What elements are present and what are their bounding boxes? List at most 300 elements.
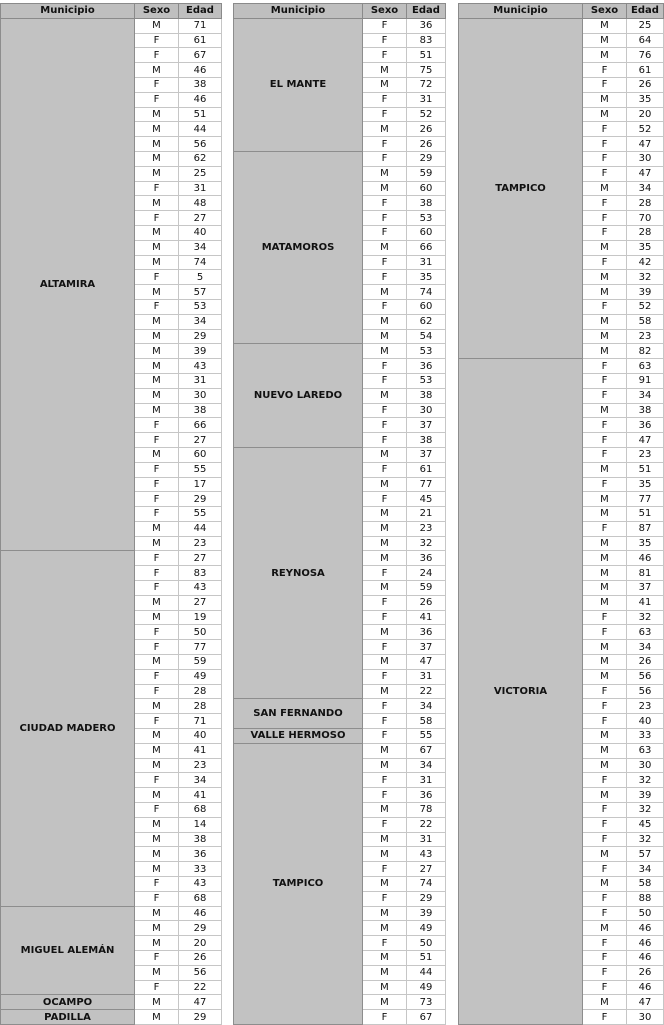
sexo-cell: F <box>135 211 179 226</box>
sexo-cell: F <box>135 507 179 522</box>
edad-cell: 82 <box>627 344 664 359</box>
sexo-cell: M <box>363 388 407 403</box>
sexo-cell: F <box>363 151 407 166</box>
edad-cell: 64 <box>627 33 664 48</box>
edad-cell: 25 <box>627 18 664 33</box>
header-municipio: Municipio <box>1 4 135 19</box>
edad-cell: 29 <box>407 151 446 166</box>
edad-cell: 45 <box>627 817 664 832</box>
sexo-cell: F <box>363 403 407 418</box>
sexo-cell: F <box>363 107 407 122</box>
sexo-cell: M <box>583 595 627 610</box>
edad-cell: 38 <box>627 403 664 418</box>
edad-cell: 5 <box>179 270 222 285</box>
sexo-cell: M <box>363 285 407 300</box>
edad-cell: 60 <box>179 447 222 462</box>
sexo-cell: F <box>135 566 179 581</box>
sexo-cell: F <box>135 48 179 63</box>
sexo-cell: F <box>135 92 179 107</box>
sexo-cell: M <box>363 329 407 344</box>
edad-cell: 37 <box>407 418 446 433</box>
municipio-cell: VALLE HERMOSO <box>234 729 363 744</box>
edad-cell: 34 <box>627 862 664 877</box>
edad-cell: 35 <box>627 536 664 551</box>
edad-cell: 32 <box>627 610 664 625</box>
edad-cell: 60 <box>407 225 446 240</box>
edad-cell: 41 <box>407 610 446 625</box>
sexo-cell: M <box>135 758 179 773</box>
sexo-cell: F <box>363 211 407 226</box>
sexo-cell: F <box>363 936 407 951</box>
sexo-cell: M <box>363 951 407 966</box>
sexo-cell: F <box>135 891 179 906</box>
edad-cell: 43 <box>179 359 222 374</box>
sexo-cell: F <box>583 951 627 966</box>
edad-cell: 44 <box>407 965 446 980</box>
sexo-cell: F <box>135 462 179 477</box>
sexo-cell: F <box>363 1010 407 1025</box>
sexo-cell: F <box>583 773 627 788</box>
municipio-cell: VICTORIA <box>459 359 583 1025</box>
sexo-cell: F <box>583 936 627 951</box>
edad-cell: 47 <box>627 995 664 1010</box>
edad-cell: 36 <box>407 625 446 640</box>
sexo-cell: M <box>135 743 179 758</box>
edad-cell: 29 <box>179 329 222 344</box>
edad-cell: 55 <box>179 507 222 522</box>
edad-cell: 27 <box>179 595 222 610</box>
sexo-cell: M <box>135 729 179 744</box>
sexo-cell: F <box>363 33 407 48</box>
edad-cell: 20 <box>179 936 222 951</box>
edad-cell: 35 <box>627 477 664 492</box>
edad-cell: 31 <box>407 773 446 788</box>
sexo-cell: F <box>363 137 407 152</box>
edad-cell: 28 <box>627 225 664 240</box>
edad-cell: 31 <box>179 373 222 388</box>
sexo-cell: M <box>583 581 627 596</box>
sexo-cell: F <box>583 980 627 995</box>
edad-cell: 26 <box>627 77 664 92</box>
edad-cell: 40 <box>627 714 664 729</box>
edad-cell: 34 <box>407 699 446 714</box>
sexo-cell: F <box>363 196 407 211</box>
sexo-cell: F <box>363 373 407 388</box>
sexo-cell: M <box>135 196 179 211</box>
table-row <box>1 906 222 921</box>
edad-cell: 27 <box>179 433 222 448</box>
table-row <box>234 151 446 166</box>
sexo-cell: F <box>363 773 407 788</box>
sexo-cell: F <box>363 714 407 729</box>
edad-cell: 71 <box>179 18 222 33</box>
municipio-cell: REYNOSA <box>234 447 363 699</box>
edad-cell: 26 <box>407 122 446 137</box>
edad-cell: 36 <box>407 788 446 803</box>
table-row <box>234 18 446 33</box>
header-municipio: Municipio <box>459 4 583 19</box>
edad-cell: 47 <box>627 137 664 152</box>
edad-cell: 38 <box>179 77 222 92</box>
municipio-cell: PADILLA <box>1 1010 135 1025</box>
edad-cell: 37 <box>407 640 446 655</box>
sexo-cell: M <box>583 329 627 344</box>
sexo-cell: F <box>583 625 627 640</box>
municipio-cell: MIGUEL ALEMÁN <box>1 906 135 995</box>
sexo-cell: M <box>583 729 627 744</box>
sexo-cell: F <box>135 773 179 788</box>
edad-cell: 63 <box>627 625 664 640</box>
table-row <box>1 995 222 1010</box>
edad-cell: 23 <box>179 758 222 773</box>
sexo-cell: F <box>135 803 179 818</box>
sexo-cell: M <box>135 832 179 847</box>
edad-cell: 62 <box>179 151 222 166</box>
sexo-cell: F <box>135 418 179 433</box>
table-row <box>459 18 664 33</box>
edad-cell: 61 <box>179 33 222 48</box>
edad-cell: 22 <box>407 817 446 832</box>
edad-cell: 28 <box>627 196 664 211</box>
edad-cell: 57 <box>179 285 222 300</box>
sexo-cell: M <box>135 847 179 862</box>
sexo-cell: F <box>583 817 627 832</box>
sexo-cell: F <box>135 270 179 285</box>
municipio-cell: TAMPICO <box>459 18 583 358</box>
edad-cell: 55 <box>179 462 222 477</box>
edad-cell: 47 <box>627 166 664 181</box>
header-row <box>459 4 664 19</box>
sexo-cell: F <box>135 33 179 48</box>
edad-cell: 50 <box>627 906 664 921</box>
sexo-cell: F <box>363 729 407 744</box>
sexo-cell: M <box>363 63 407 78</box>
sexo-cell: F <box>135 77 179 92</box>
sexo-cell: F <box>363 359 407 374</box>
sexo-cell: M <box>363 625 407 640</box>
sexo-cell: M <box>363 803 407 818</box>
sexo-cell: M <box>135 995 179 1010</box>
edad-cell: 35 <box>627 240 664 255</box>
sexo-cell: M <box>583 669 627 684</box>
edad-cell: 36 <box>407 18 446 33</box>
sexo-cell: F <box>583 196 627 211</box>
sexo-cell: M <box>363 743 407 758</box>
sexo-cell: F <box>135 551 179 566</box>
sexo-cell: M <box>363 965 407 980</box>
edad-cell: 46 <box>627 980 664 995</box>
sexo-cell: M <box>363 980 407 995</box>
sexo-cell: M <box>135 936 179 951</box>
edad-cell: 23 <box>627 329 664 344</box>
edad-cell: 71 <box>179 714 222 729</box>
sexo-cell: F <box>135 181 179 196</box>
sexo-cell: F <box>583 684 627 699</box>
table-row <box>1 551 222 566</box>
sexo-cell: M <box>583 655 627 670</box>
sexo-cell: F <box>363 18 407 33</box>
sexo-cell: M <box>363 521 407 536</box>
edad-cell: 51 <box>627 507 664 522</box>
header-row <box>234 4 446 19</box>
sexo-cell: F <box>363 669 407 684</box>
edad-cell: 63 <box>627 359 664 374</box>
municipio-cell: NUEVO LAREDO <box>234 344 363 448</box>
edad-cell: 67 <box>179 48 222 63</box>
header-municipio: Municipio <box>234 4 363 19</box>
sexo-cell: F <box>363 48 407 63</box>
sexo-cell: M <box>583 462 627 477</box>
sexo-cell: F <box>583 299 627 314</box>
sexo-cell: M <box>135 137 179 152</box>
sexo-cell: M <box>363 921 407 936</box>
header-sexo: Sexo <box>135 4 179 19</box>
edad-cell: 29 <box>179 492 222 507</box>
edad-cell: 50 <box>179 625 222 640</box>
edad-cell: 44 <box>179 521 222 536</box>
sexo-cell: M <box>135 610 179 625</box>
sexo-cell: M <box>363 181 407 196</box>
table-row <box>234 699 446 714</box>
sexo-cell: M <box>135 122 179 137</box>
sexo-cell: M <box>583 743 627 758</box>
sexo-cell: F <box>363 462 407 477</box>
sexo-cell: M <box>135 359 179 374</box>
edad-cell: 67 <box>407 743 446 758</box>
sexo-cell: M <box>135 151 179 166</box>
sexo-cell: M <box>135 18 179 33</box>
sexo-cell: M <box>363 877 407 892</box>
edad-cell: 46 <box>627 921 664 936</box>
sexo-cell: F <box>583 255 627 270</box>
edad-cell: 31 <box>407 669 446 684</box>
header-row <box>1 4 222 19</box>
edad-cell: 45 <box>407 492 446 507</box>
sexo-cell: F <box>583 359 627 374</box>
edad-cell: 56 <box>627 669 664 684</box>
edad-cell: 49 <box>179 669 222 684</box>
edad-cell: 40 <box>179 729 222 744</box>
sexo-cell: M <box>135 240 179 255</box>
edad-cell: 31 <box>407 255 446 270</box>
sexo-cell: F <box>363 595 407 610</box>
sexo-cell: M <box>583 492 627 507</box>
sexo-cell: F <box>363 270 407 285</box>
sexo-cell: M <box>135 788 179 803</box>
edad-cell: 74 <box>407 877 446 892</box>
edad-cell: 17 <box>179 477 222 492</box>
edad-cell: 37 <box>627 581 664 596</box>
sexo-cell: M <box>583 92 627 107</box>
edad-cell: 34 <box>627 181 664 196</box>
edad-cell: 24 <box>407 566 446 581</box>
sexo-cell: M <box>583 18 627 33</box>
edad-cell: 51 <box>407 951 446 966</box>
sexo-cell: F <box>363 299 407 314</box>
sexo-cell: M <box>135 921 179 936</box>
edad-cell: 27 <box>179 211 222 226</box>
sexo-cell: M <box>583 551 627 566</box>
sexo-cell: M <box>363 581 407 596</box>
edad-cell: 46 <box>627 951 664 966</box>
table-row <box>234 447 446 462</box>
table-1 <box>0 3 222 1025</box>
sexo-cell: M <box>363 77 407 92</box>
sexo-cell: M <box>583 788 627 803</box>
sexo-cell: M <box>583 107 627 122</box>
edad-cell: 32 <box>407 536 446 551</box>
edad-cell: 26 <box>627 965 664 980</box>
edad-cell: 30 <box>627 758 664 773</box>
edad-cell: 59 <box>407 581 446 596</box>
sexo-cell: F <box>363 891 407 906</box>
sexo-cell: M <box>135 166 179 181</box>
sexo-cell: M <box>583 403 627 418</box>
edad-cell: 38 <box>179 832 222 847</box>
sexo-cell: M <box>135 817 179 832</box>
municipio-cell: SAN FERNANDO <box>234 699 363 729</box>
sexo-cell: F <box>363 418 407 433</box>
edad-cell: 39 <box>179 344 222 359</box>
municipio-cell: OCAMPO <box>1 995 135 1010</box>
edad-cell: 46 <box>179 92 222 107</box>
edad-cell: 33 <box>627 729 664 744</box>
edad-cell: 55 <box>407 729 446 744</box>
sexo-cell: F <box>583 891 627 906</box>
edad-cell: 23 <box>407 521 446 536</box>
edad-cell: 67 <box>407 1010 446 1025</box>
edad-cell: 53 <box>179 299 222 314</box>
sexo-cell: F <box>363 817 407 832</box>
sexo-cell: M <box>363 832 407 847</box>
sexo-cell: F <box>363 566 407 581</box>
edad-cell: 31 <box>407 832 446 847</box>
edad-cell: 49 <box>407 921 446 936</box>
edad-cell: 75 <box>407 63 446 78</box>
edad-cell: 40 <box>179 225 222 240</box>
municipio-cell: EL MANTE <box>234 18 363 151</box>
edad-cell: 47 <box>407 655 446 670</box>
sexo-cell: F <box>135 581 179 596</box>
edad-cell: 43 <box>407 847 446 862</box>
edad-cell: 28 <box>179 684 222 699</box>
sexo-cell: F <box>363 788 407 803</box>
sexo-cell: M <box>135 536 179 551</box>
sexo-cell: F <box>363 225 407 240</box>
edad-cell: 51 <box>627 462 664 477</box>
edad-cell: 58 <box>627 877 664 892</box>
edad-cell: 32 <box>627 773 664 788</box>
municipio-cell: ALTAMIRA <box>1 18 135 551</box>
sexo-cell: M <box>363 344 407 359</box>
sexo-cell: F <box>135 477 179 492</box>
sexo-cell: F <box>135 714 179 729</box>
edad-cell: 59 <box>179 655 222 670</box>
edad-cell: 46 <box>627 551 664 566</box>
sexo-cell: F <box>363 640 407 655</box>
edad-cell: 22 <box>407 684 446 699</box>
sexo-cell: F <box>583 166 627 181</box>
sexo-cell: F <box>583 1010 627 1025</box>
sexo-cell: M <box>583 536 627 551</box>
edad-cell: 25 <box>179 166 222 181</box>
edad-cell: 60 <box>407 181 446 196</box>
header-sexo: Sexo <box>363 4 407 19</box>
sexo-cell: M <box>135 107 179 122</box>
edad-cell: 36 <box>179 847 222 862</box>
edad-cell: 91 <box>627 373 664 388</box>
sexo-cell: M <box>583 921 627 936</box>
sexo-cell: F <box>363 255 407 270</box>
sexo-cell: M <box>135 225 179 240</box>
edad-cell: 56 <box>179 137 222 152</box>
table-row <box>234 729 446 744</box>
sexo-cell: M <box>135 862 179 877</box>
edad-cell: 39 <box>407 906 446 921</box>
header-edad: Edad <box>407 4 446 19</box>
edad-cell: 46 <box>179 63 222 78</box>
sexo-cell: M <box>363 314 407 329</box>
sexo-cell: M <box>135 906 179 921</box>
sexo-cell: M <box>135 521 179 536</box>
sexo-cell: F <box>135 625 179 640</box>
table-2 <box>233 3 446 1025</box>
edad-cell: 58 <box>407 714 446 729</box>
edad-cell: 53 <box>407 211 446 226</box>
sexo-cell: M <box>363 447 407 462</box>
edad-cell: 34 <box>179 314 222 329</box>
edad-cell: 30 <box>627 1010 664 1025</box>
edad-cell: 41 <box>179 743 222 758</box>
edad-cell: 61 <box>407 462 446 477</box>
table-row <box>234 344 446 359</box>
sexo-cell: F <box>583 965 627 980</box>
edad-cell: 66 <box>407 240 446 255</box>
edad-cell: 47 <box>627 433 664 448</box>
table-row <box>234 743 446 758</box>
edad-cell: 77 <box>179 640 222 655</box>
edad-cell: 43 <box>179 581 222 596</box>
table-row <box>1 18 222 33</box>
edad-cell: 74 <box>407 285 446 300</box>
edad-cell: 38 <box>407 433 446 448</box>
edad-cell: 48 <box>179 196 222 211</box>
sexo-cell: F <box>583 832 627 847</box>
edad-cell: 50 <box>407 936 446 951</box>
edad-cell: 56 <box>627 684 664 699</box>
edad-cell: 43 <box>179 877 222 892</box>
edad-cell: 41 <box>627 595 664 610</box>
sexo-cell: M <box>363 507 407 522</box>
edad-cell: 53 <box>407 344 446 359</box>
sexo-cell: M <box>583 877 627 892</box>
edad-cell: 38 <box>407 196 446 211</box>
edad-cell: 62 <box>407 314 446 329</box>
edad-cell: 87 <box>627 521 664 536</box>
sexo-cell: M <box>583 240 627 255</box>
sexo-cell: M <box>363 477 407 492</box>
sexo-cell: F <box>583 373 627 388</box>
sexo-cell: M <box>583 181 627 196</box>
sexo-cell: F <box>583 418 627 433</box>
edad-cell: 66 <box>179 418 222 433</box>
edad-cell: 70 <box>627 211 664 226</box>
sexo-cell: M <box>363 122 407 137</box>
sexo-cell: M <box>363 655 407 670</box>
edad-cell: 27 <box>407 862 446 877</box>
sexo-cell: F <box>135 951 179 966</box>
sexo-cell: M <box>583 640 627 655</box>
